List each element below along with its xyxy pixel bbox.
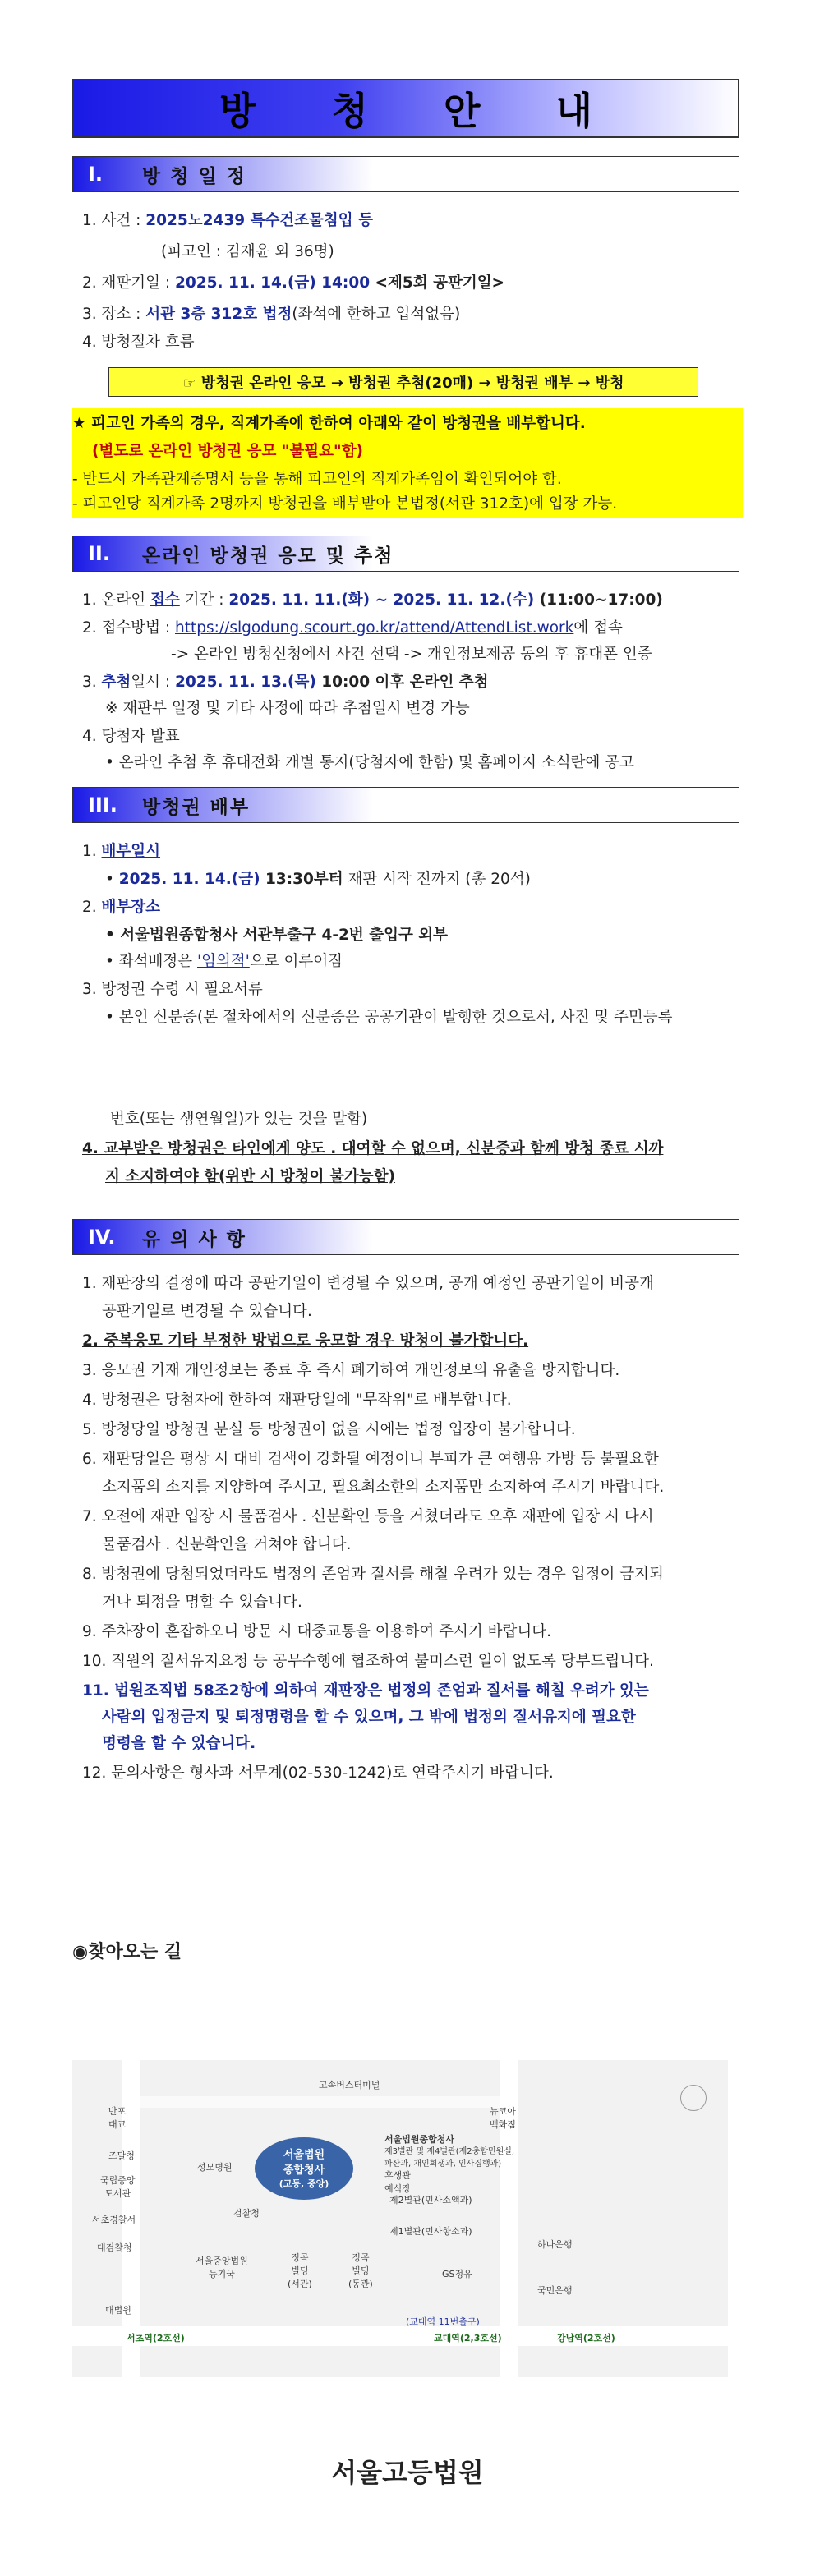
caution-item: 8. 방청권에 당첨되었더라도 법정의 존엄과 질서를 해칠 우려가 있는 경우 입정이 금지되 <box>82 1566 664 1583</box>
map-daebeop: 대법원 <box>105 2305 131 2316</box>
map-terminal: 고속버스터미널 <box>319 2080 380 2091</box>
map-banpo: 반포 대교 <box>108 2106 127 2130</box>
map-court-complex: 서울법원종합청사 <box>384 2134 455 2145</box>
map-jodal: 조달청 <box>108 2150 135 2161</box>
section-3-title: 방청권 배부 <box>142 796 251 818</box>
transfer-warning-2: 지 소지하여야 함(위반 시 방청이 불가능함) <box>105 1168 395 1185</box>
trial-line: 2. 재판기일 : 2025. 11. 14.(금) 14:00 <제5회 공판기일> <box>82 274 505 292</box>
map-daegeom: 대검찰청 <box>97 2242 132 2253</box>
apply-steps: -> 온라인 방청신청에서 사건 선택 -> 개인정보제공 동의 후 휴대폰 인증 <box>171 646 652 663</box>
compass-icon <box>680 2085 707 2111</box>
directions-map <box>72 2060 728 2377</box>
procedure-flow-box <box>108 367 698 397</box>
map-kookmin: 국민은행 <box>537 2285 573 2296</box>
caution-item: 1. 재판장의 결정에 따라 공판기일이 변경될 수 있으며, 공개 예정인 공판기일이 비공개 <box>82 1275 654 1292</box>
section-4-header <box>72 1219 739 1255</box>
caution-item: 12. 문의사항은 형사과 서무계(02-530-1242)로 연락주시기 바랍니다. <box>82 1764 554 1782</box>
transfer-warning-1: 4. 교부받은 방청권은 타인에게 양도 . 대여할 수 없으며, 신분증과 함께 방청 종료 시까 <box>82 1140 664 1157</box>
winner-note: • 온라인 추첨 후 휴대전화 개별 통지(당첨자에 한함) 및 홈페이지 소식란에 공고 <box>105 754 635 771</box>
caution-item: 5. 방청당일 방청권 분실 등 방청권이 없을 시에는 법정 입장이 불가합니다. <box>82 1421 576 1438</box>
map-seocho-police: 서초경찰서 <box>92 2215 136 2225</box>
caution-item: 거나 퇴정을 명할 수 있습니다. <box>102 1594 302 1611</box>
caution-item: 10. 직원의 질서유지요청 등 공무수행에 협조하여 불미스런 일이 없도록 당부드립니다. <box>82 1653 654 1670</box>
map-registry: 서울중앙법원 등기국 <box>196 2256 248 2279</box>
section-3-number: III. <box>88 794 117 816</box>
caution-item: 7. 오전에 재판 입장 시 물품검사 . 신분확인 등을 거쳤더라도 오후 재판에 입장 시 다시 <box>82 1508 654 1525</box>
map-art: 후생관 예식장 <box>384 2170 411 2194</box>
map-newcore: 뉴코아 백화점 <box>490 2106 516 2130</box>
dist-date-link[interactable]: 배부일시 <box>101 843 161 860</box>
dist-place-label: 2. 배부장소 <box>82 899 161 916</box>
map-gs: GS정유 <box>442 2269 472 2279</box>
map-station-gangnam: 강남역(2호선) <box>557 2333 615 2344</box>
dist-date: 2025. 11. 14.(금) <box>118 871 260 888</box>
caution-item: 물품검사 . 신분확인을 거쳐야 합니다. <box>102 1536 352 1553</box>
map-seongmo: 성모병원 <box>197 2162 233 2173</box>
draw-line: 3. 추첨일시 : 2025. 11. 13.(목) 10:00 이후 온라인 추첨 <box>82 674 489 691</box>
dist-date-line: • 2025. 11. 14.(금) 13:30부터 재판 시작 전까지 (총 20석) <box>105 871 531 888</box>
map-exit: (교대역 11번출구) <box>406 2316 480 2327</box>
section-1-header <box>72 156 739 192</box>
caution-item: 6. 재판당일은 평상 시 대비 검색이 강화될 예정이니 부피가 큰 여행용 가방 등 불필요한 <box>82 1451 659 1468</box>
map-jeonggok-w: 정곡 빌딩 (서관) <box>288 2252 312 2289</box>
section-3-header <box>72 787 739 823</box>
defendant-line: (피고인 : 김재윤 외 36명) <box>161 243 334 260</box>
apply-date: 2025. 11. 11.(화) ~ 2025. 11. 12.(수) <box>228 591 535 609</box>
family-notice-box <box>72 408 743 518</box>
section-1-title: 방 청 일 정 <box>142 165 246 187</box>
notice-2: (별도로 온라인 방청권 응모 "불필요"함) <box>92 443 364 460</box>
trial-date: 2025. 11. 14.(금) 14:00 <box>175 274 371 292</box>
caution-item: 사람의 입정금지 및 퇴정명령을 할 수 있으며, 그 밖에 법정의 질서유지에 필요한 <box>102 1709 636 1726</box>
map-court-center: 서울법원 종합청사 (고등, 중앙) <box>255 2137 353 2200</box>
caution-item: 2. 중복응모 기타 부정한 방법으로 응모할 경우 방청이 불가합니다. <box>82 1332 529 1350</box>
procedure-flow: ☞ 방청권 온라인 응모 → 방청권 추첨(20매) → 방청권 배부 → 방청 <box>182 375 624 392</box>
apply-link[interactable]: 접수 <box>150 591 180 609</box>
seat-random-link[interactable]: '임의적' <box>197 953 250 970</box>
notice-1: ★ 피고인 가족의 경우, 직계가족에 한하여 아래와 같이 방청권을 배부합니다. <box>72 415 586 432</box>
map-geom: 검찰청 <box>233 2208 260 2219</box>
notice-3: - 반드시 가족관계증명서 등을 통해 피고인의 직계가족임이 확인되어야 함. <box>72 471 562 488</box>
caution-item: 소지품의 소지를 지양하여 주시고, 필요최소한의 소지품만 소지하여 주시기 바랍니다. <box>102 1479 665 1496</box>
case-line: 1. 사건 : 2025노2439 특수건조물침입 등 <box>82 212 373 229</box>
map-station-seocho: 서초역(2호선) <box>127 2333 185 2344</box>
place-value: 서관 3층 312호 법정 <box>145 306 292 323</box>
caution-item: 9. 주차장이 혼잡하오니 방문 시 대중교통을 이용하여 주시기 바랍니다. <box>82 1623 551 1640</box>
map-hana: 하나은행 <box>537 2239 573 2250</box>
section-2-number: II. <box>88 542 110 565</box>
caution-item: 명령을 할 수 있습니다. <box>102 1735 256 1752</box>
map-jeonggok-e: 정곡 빌딩 (동관) <box>348 2252 373 2289</box>
caution-item: 11. 법원조직법 58조2항에 의하여 재판장은 법정의 존엄과 질서를 해칠 우려가 있는 <box>82 1682 649 1700</box>
page-title: 방 청 안 내 <box>219 89 624 133</box>
map-station-gyodae: 교대역(2,3호선) <box>434 2333 502 2344</box>
footer-court-name: 서울고등법원 <box>331 2457 484 2488</box>
draw-note: ※ 재판부 일정 및 기타 사정에 따라 추첨일시 변경 가능 <box>105 700 470 717</box>
section-4-number: IV. <box>88 1226 116 1249</box>
draw-date: 2025. 11. 13.(목) <box>175 674 316 691</box>
place-line: 3. 장소 : 서관 3층 312호 법정(좌석에 한하고 입석없음) <box>82 306 461 323</box>
directions-title: ◉찾아오는 길 <box>72 1942 182 1962</box>
draw-link[interactable]: 추첨 <box>101 674 131 691</box>
map-annex1: 제1별관(민사항소과) <box>389 2226 472 2237</box>
map-library: 국립중앙 도서관 <box>100 2175 136 2199</box>
apply-period-line: 1. 온라인 접수 기간 : 2025. 11. 11.(화) ~ 2025. 11. 12.(수) (11:00~17:00) <box>82 591 663 609</box>
map-court-complex-detail: 제3별관 및 제4별관(제2충합민원실, 파산과, 개인회생과, 인사집행과) <box>384 2147 515 2169</box>
page-title-banner <box>72 79 739 138</box>
section-2-header <box>72 536 739 572</box>
seat-line: • 좌석배정은 '임의적'으로 이루어짐 <box>105 953 343 970</box>
section-2-title: 온라인 방청권 응모 및 추첨 <box>142 545 394 567</box>
dist-place: • 서울법원종합청사 서관부출구 4-2번 출입구 외부 <box>105 927 449 944</box>
docs-note: • 본인 신분증(본 절차에서의 신분증은 공공기관이 발행한 것으로서, 사진 및 주민등록 <box>105 1009 673 1026</box>
apply-url-link[interactable]: https://slgodung.scourt.go.kr/attend/AttendList.work <box>175 619 574 637</box>
docs-label: 3. 방청권 수령 시 필요서류 <box>82 981 263 998</box>
section-4-title: 유 의 사 항 <box>142 1228 246 1250</box>
procedure-label: 4. 방청절차 흐름 <box>82 334 195 351</box>
notice-4: - 피고인당 직계가족 2명까지 방청권을 배부받아 본법정(서관 312호)에 입장 가능. <box>72 495 618 513</box>
caution-item: 공판기일로 변경될 수 있습니다. <box>102 1303 312 1320</box>
apply-method-line: 2. 접수방법 : https://slgodung.scourt.go.kr/attend/AttendList.work에 접속 <box>82 619 623 637</box>
docs-note-2: 번호(또는 생연월일)가 있는 것을 말함) <box>110 1111 368 1128</box>
winner-label: 4. 당첨자 발표 <box>82 728 180 745</box>
caution-item: 3. 응모권 기재 개인정보는 종료 후 즉시 폐기하여 개인정보의 유출을 방지합니다. <box>82 1362 620 1379</box>
trial-note: <제5회 공판기일> <box>370 274 505 292</box>
dist-place-link[interactable]: 배부장소 <box>101 899 161 916</box>
map-annex2: 제2별관(민사소액과) <box>389 2195 472 2206</box>
dist-date-label: 1. 배부일시 <box>82 843 161 860</box>
section-1-number: I. <box>88 163 104 186</box>
caution-item: 4. 방청권은 당첨자에 한하여 재판당일에 "무작위"로 배부합니다. <box>82 1392 512 1409</box>
case-value: 2025노2439 특수건조물침입 등 <box>145 212 373 229</box>
